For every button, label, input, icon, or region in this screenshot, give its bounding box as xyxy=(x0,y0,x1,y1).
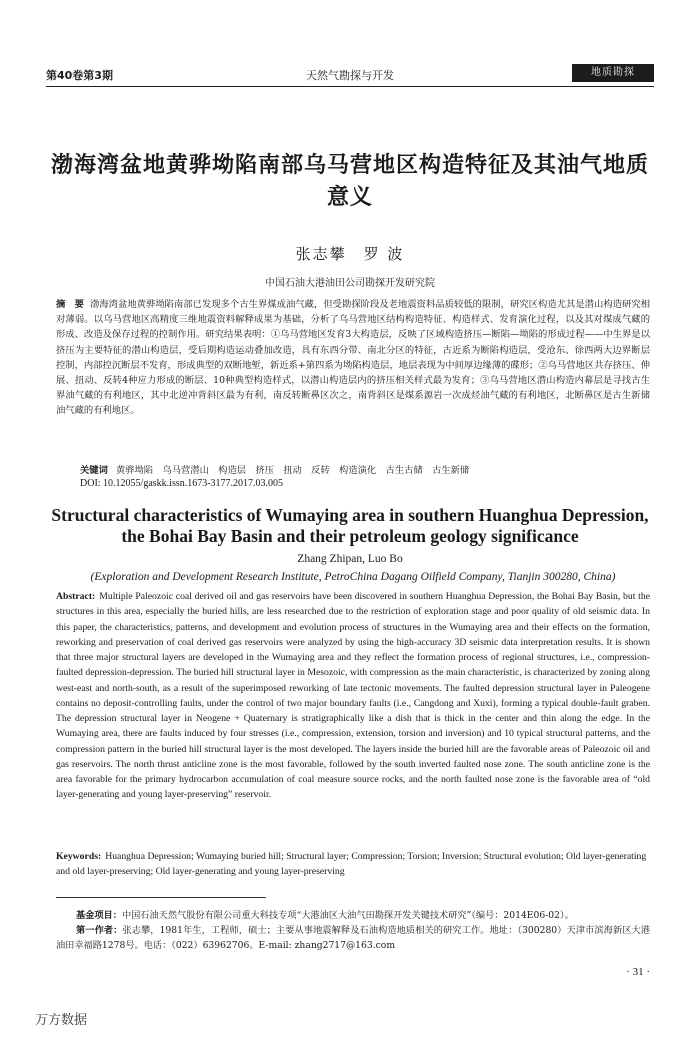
abstract-english-label: Abstract: xyxy=(56,591,96,602)
affiliation-chinese: 中国石油大港油田公司勘探开发研究院 xyxy=(265,278,435,289)
section-badge: 地质勘探 xyxy=(572,64,654,82)
keywords-chinese-text: 黄骅坳陷 乌马营潜山 构造层 挤压 扭动 反转 构造演化 古生古储 古生新储 xyxy=(115,465,470,476)
abstract-chinese-text: 渤海湾盆地黄骅坳陷南部已发现多个古生界煤成油气藏，但受勘探阶段及老地震资料品质较低的限制，研究区构造尤其是潜山构造研究相对薄弱。以乌马营地区高精度三维地震资料解释成果为基础，分析了乌马营地区结构构造特征、构造样式、发育演化过程，以及其对煤成气藏的形成、改造及保存过程的控制作用。研究结果表明：①乌马营地区发育3大构造层，反映了区域构造挤压—断陷—坳陷的形成过程——中生界是以挤压为主要特征的潜山构造层，受后期构造运动叠加改造，具有东西分带、南北分区的特征，古近系为断陷构造层，受沧东、徐西两大边界断层控制，内部控沉断层不发育，形成典型的双断地堑，新近系+第四系为坳陷构造层，地层表现为中间厚边缘薄的碟形；②乌马营地区共存挤压、伸展、扭动、反转4种应力形成的断层、10种典型构造样式，以潜山构造层内的挤压相关样式最为发育；③乌马营地区潜山构造内幕层是寻找古生界油气藏的有利地区，其中北逆冲背斜区最为有利，南反转断鼻区次之，南背斜区是煤系源岩一次成烃油气藏的有利地区，北断鼻区是古生新储油气藏的有利地区。 xyxy=(56,299,650,417)
affiliation-english: (Exploration and Development Research Institute, PetroChina Dagang Oilfield Company, Tianjin 300280, China) xyxy=(90,571,616,583)
footnote-rule xyxy=(56,897,266,898)
author-text: 张志攀，1981年生，工程师，硕士；主要从事地震解释及石油构造地质相关的研究工作。地址：（300280）天津市滨海新区大港油田幸福路1278号。电话：（022）63962706。E-mail: zhang2717@163.com xyxy=(56,925,650,952)
abstract-english xyxy=(56,589,650,803)
fund-label: 基金项目： xyxy=(76,910,122,921)
fund-text: 中国石油天然气股份有限公司重大科技专项“大港油区大油气田勘探开发关键技术研究”（编号：2014E06-02）。 xyxy=(121,910,574,921)
header-rule xyxy=(46,86,654,87)
abstract-chinese-label: 摘 要 xyxy=(56,299,85,310)
keywords-chinese xyxy=(80,463,650,478)
keywords-english-label: Keywords: xyxy=(56,851,102,862)
running-header xyxy=(46,64,654,86)
authors-chinese: 张志攀 罗 波 xyxy=(295,245,405,263)
abstract-chinese xyxy=(56,297,650,419)
keywords-chinese-label: 关键词 xyxy=(80,465,108,476)
doi: DOI: 10.12055/gaskk.issn.1673-3177.2017.03.005 xyxy=(80,478,284,489)
keywords-english xyxy=(56,849,650,880)
authors-english: Zhang Zhipan, Luo Bo xyxy=(297,553,403,565)
footnotes xyxy=(56,908,650,954)
watermark: 万方数据 xyxy=(35,1013,88,1028)
page-number: · 31 · xyxy=(626,966,650,978)
volume-issue: 第40卷第3期 xyxy=(46,69,113,82)
keywords-english-text: Huanghua Depression; Wumaying buried hill; Structural layer; Compression; Torsion; Inversion; Structural evolution; Old layer-generating and old layer-preserving; Old layer-generating and young layer-preserving xyxy=(56,851,647,878)
author-label: 第一作者： xyxy=(76,925,123,937)
title-english: Structural characteristics of Wumaying area in southern Huanghua Depression, the Bohai Bay Basin and their petroleum geology significance xyxy=(51,505,649,546)
author-footnote xyxy=(56,923,650,953)
fund-footnote xyxy=(56,908,650,923)
abstract-english-text: Multiple Paleozoic coal derived oil and gas reservoirs have been discovered in southern Huanghua Depression, the Bohai Bay Basin, but the structures in this area, especially the buried hills, are less researched due to the restriction of exploration stage and poor quality of old seismic data. In this paper, the characteristics, patterns, and development and evolution process of structures in the Wumaying area and their effects on the formation, reworking and preservation of coal derived gas reservoirs were analyzed by using the high-accuracy 3D seismic data interpretation results. It is shown that three major structural layers are developed in the Wumaying area and they reflect the formation process of regional structures, i.e., compression-faulted depression-depression. The buried hill structural layer in Mesozoic, with compression as the main characteristic, is characterized by zoning along west-east and north-south, as a result of the superimposed reworking of late tectonic movements. The faulted depression structural layer in Paleogene contains no deposit-controlling faults, under the control of two major boundary faults (i.e., Cangdong and Xuxi), forming a typical double-fault graben. The depression structural layer in Neogene + Quaternary is stratigraphically like a dish that is thick in the center and thin along the edge. In the Wumaying area, there are faults induced by four stresses (i.e., compression, extension, torsion and inversion) and 10 typical structural patterns, and the compression pattern in the buried hill structural layer is the most developed. The layers inside the buried hill are the favorable areas of Paleozoic oil and gas reservoirs. The north thrust anticline zone is the most favorable, followed by the south inverted faulted nose zone. The south anticline zone is the area favorable for the primary hydrocarbon accumulation of coal measure source rocks, and the north faulted nose zone is the favorable area of “old layer-generating and young layer-preserving” reservoir. xyxy=(56,591,650,801)
journal-name: 天然气勘探与开发 xyxy=(306,69,394,82)
title-chinese: 渤海湾盆地黄骅坳陷南部乌马营地区构造特征及其油气地质意义 xyxy=(50,153,649,210)
